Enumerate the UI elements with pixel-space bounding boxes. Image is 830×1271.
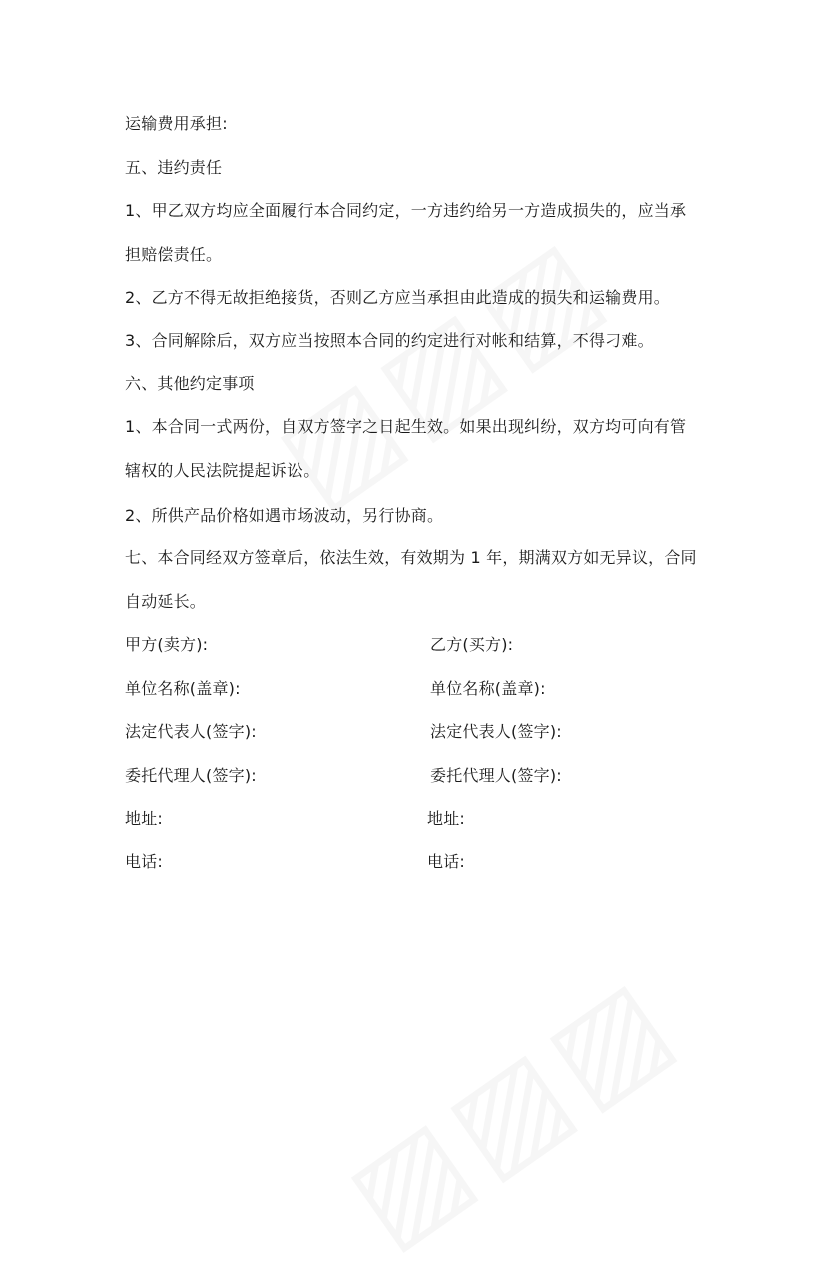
watermark [253,208,631,531]
party-b-legal-rep-label: 法定代表人(签字): [430,722,562,741]
section-heading: 六、其他约定事项 [125,374,255,393]
party-b-agent-label: 委托代理人(签字): [430,766,562,785]
party-a-address-label: 地址: [125,809,163,828]
paragraph-line: 2、乙方不得无故拒绝接货，否则乙方应当承担由此造成的损失和运输费用。 [125,288,670,307]
paragraph-line: 1、本合同一式两份，自双方签字之日起生效。如果出现纠纷，双方均可向有管 [125,417,687,436]
party-a-label: 甲方(卖方): [125,635,209,654]
party-a-agent-label: 委托代理人(签字): [125,766,257,785]
paragraph-line: 辖权的人民法院提起诉讼。 [125,461,320,480]
section-heading: 七、本合同经双方签章后，依法生效，有效期为 1 年，期满双方如无异议，合同 [125,548,697,567]
party-a-company-label: 单位名称(盖章): [125,679,241,698]
paragraph-line: 1、甲乙双方均应全面履行本合同约定，一方违约给另一方造成损失的，应当承 [125,201,687,220]
party-a-legal-rep-label: 法定代表人(签字): [125,722,257,741]
party-b-label: 乙方(买方): [430,635,514,654]
section-heading: 五、违约责任 [125,158,223,177]
watermark [323,948,701,1271]
paragraph-line: 担赔偿责任。 [125,245,223,264]
paragraph-line: 2、所供产品价格如遇市场波动，另行协商。 [125,506,444,525]
paragraph-line: 自动延长。 [125,592,207,611]
party-b-phone-label: 电话: [427,852,465,871]
paragraph-line: 3、合同解除后，双方应当按照本合同的约定进行对帐和结算，不得刁难。 [125,331,654,350]
party-a-phone-label: 电话: [125,852,163,871]
paragraph-line: 运输费用承担: [125,114,228,133]
party-b-company-label: 单位名称(盖章): [430,679,546,698]
party-b-address-label: 地址: [427,809,465,828]
